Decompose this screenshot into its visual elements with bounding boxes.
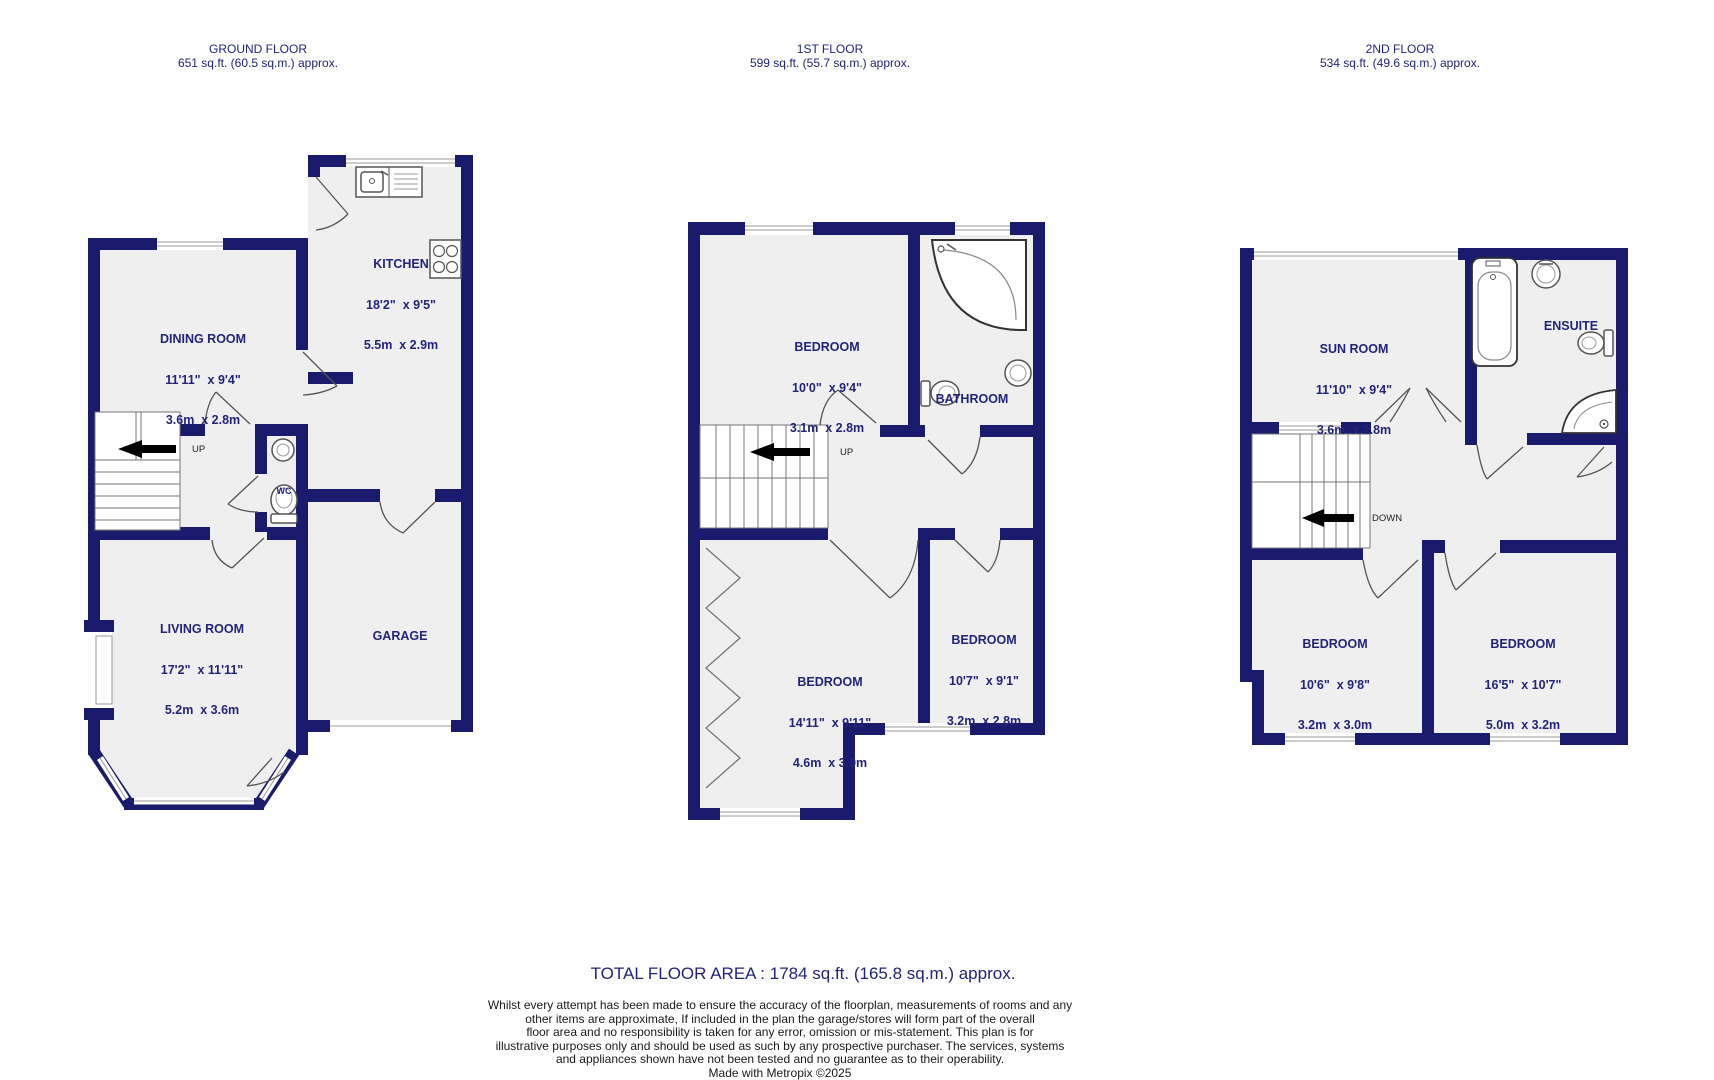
ground-floor-title: GROUND FLOOR [208, 42, 307, 56]
room-name: BATHROOM [935, 392, 1009, 406]
room-dims-imperial: 11'11" x 9'4" [165, 372, 241, 387]
stairs-label-ground: UP [192, 444, 206, 455]
room-label-bedroom2 [789, 649, 871, 798]
room-label-bedroom4 [1298, 611, 1372, 760]
room-label-dining [160, 306, 246, 455]
total-floor-area: TOTAL FLOOR AREA : 1784 sq.ft. (165.8 sq.m.) approx. [590, 964, 1016, 983]
room-dims-imperial: 10'6" x 9'8" [1300, 677, 1370, 692]
room-label-garage [373, 603, 428, 671]
room-dims-metric: 3.2m x 2.8m [946, 714, 1022, 728]
room-name: BEDROOM [1490, 637, 1556, 651]
room-name: BEDROOM [794, 340, 860, 354]
ground-floor-header [98, 42, 418, 70]
ensuite-basin-icon [1532, 260, 1560, 288]
room-name: BEDROOM [951, 633, 1017, 647]
room-name: BEDROOM [1302, 637, 1368, 651]
room-label-living [160, 596, 244, 745]
disclaimer-line: and appliances shown have not been tested and no guarantee as to their operability. [555, 1052, 1005, 1066]
room-name: DINING ROOM [159, 332, 247, 346]
room-dims-metric: 3.6m x 2.8m [165, 413, 241, 427]
room-dims-imperial: 11'10" x 9'4" [1315, 382, 1393, 397]
disclaimer [430, 999, 1130, 1080]
room-dims-metric: 5.2m x 3.6m [164, 703, 240, 717]
basin-icon [1005, 360, 1031, 386]
room-dims-imperial: 10'7" x 9'1" [949, 673, 1019, 688]
room-name: SUN ROOM [1319, 342, 1389, 356]
disclaimer-line: other items are approximate, If included in the plan the garage/stores will form part of the overall [525, 1011, 1035, 1026]
room-dims-imperial: 14'11" x 9'11" [788, 715, 872, 730]
room-dims-imperial: 16'5" x 10'7" [1484, 677, 1562, 692]
ensuite-bath-icon [1472, 258, 1517, 366]
room-dims-metric: 4.6m x 3.0m [792, 756, 868, 770]
room-name: KITCHEN [373, 257, 429, 271]
disclaimer-line: Whilst every attempt has been made to ensure the accuracy of the floorplan, measurements of rooms and any [487, 998, 1073, 1012]
room-dims-metric: 3.2m x 3.0m [1297, 718, 1373, 732]
stairs-label-second: DOWN [1372, 513, 1403, 524]
room-label-bedroom3 [947, 607, 1021, 756]
room-label-bedroom5 [1485, 611, 1562, 760]
room-name: ENSUITE [1543, 319, 1599, 333]
room-dims-metric: 3.1m x 2.8m [789, 421, 865, 435]
room-dims-imperial: 18'2" x 9'5" [366, 297, 436, 312]
first-floor-title: 1ST FLOOR [796, 42, 864, 56]
kitchen-sink-icon [356, 167, 422, 197]
first-floor-header [670, 42, 990, 70]
ground-floor-area: 651 sq.ft. (60.5 sq.m.) approx. [177, 56, 339, 70]
room-name: WC [276, 486, 292, 496]
stairs-label-first: UP [840, 447, 854, 458]
room-dims-imperial: 17'2" x 11'11" [160, 662, 244, 677]
disclaimer-line: illustrative purposes only and should be used as such by any prospective purchaser. The services, systems [495, 1038, 1065, 1053]
room-name: GARAGE [372, 629, 428, 643]
room-label-wc [277, 466, 292, 516]
room-label-ensuite [1544, 293, 1598, 361]
room-label-kitchen [364, 231, 438, 380]
room-dims-metric: 3.6m x 2.8m [1316, 423, 1392, 437]
room-name: LIVING ROOM [159, 622, 245, 636]
room-dims-metric: 5.0m x 3.2m [1485, 718, 1561, 732]
room-label-bathroom [936, 366, 1009, 434]
room-dims-imperial: 10'0" x 9'4" [792, 380, 862, 395]
room-label-bedroom1 [790, 314, 864, 463]
room-label-sunroom [1316, 316, 1392, 465]
second-floor-header [1240, 42, 1560, 70]
second-floor-area: 534 sq.ft. (49.6 sq.m.) approx. [1319, 56, 1481, 70]
credit-line: Made with Metropix ©2025 [708, 1065, 852, 1080]
second-floor-title: 2ND FLOOR [1365, 42, 1435, 56]
first-floor-area: 599 sq.ft. (55.7 sq.m.) approx. [749, 56, 911, 70]
disclaimer-line: floor area and no responsibility is taken for any error, omission or mis-statement. This plan is for [526, 1025, 1034, 1039]
room-dims-metric: 5.5m x 2.9m [363, 338, 439, 352]
room-name: BEDROOM [797, 675, 863, 689]
